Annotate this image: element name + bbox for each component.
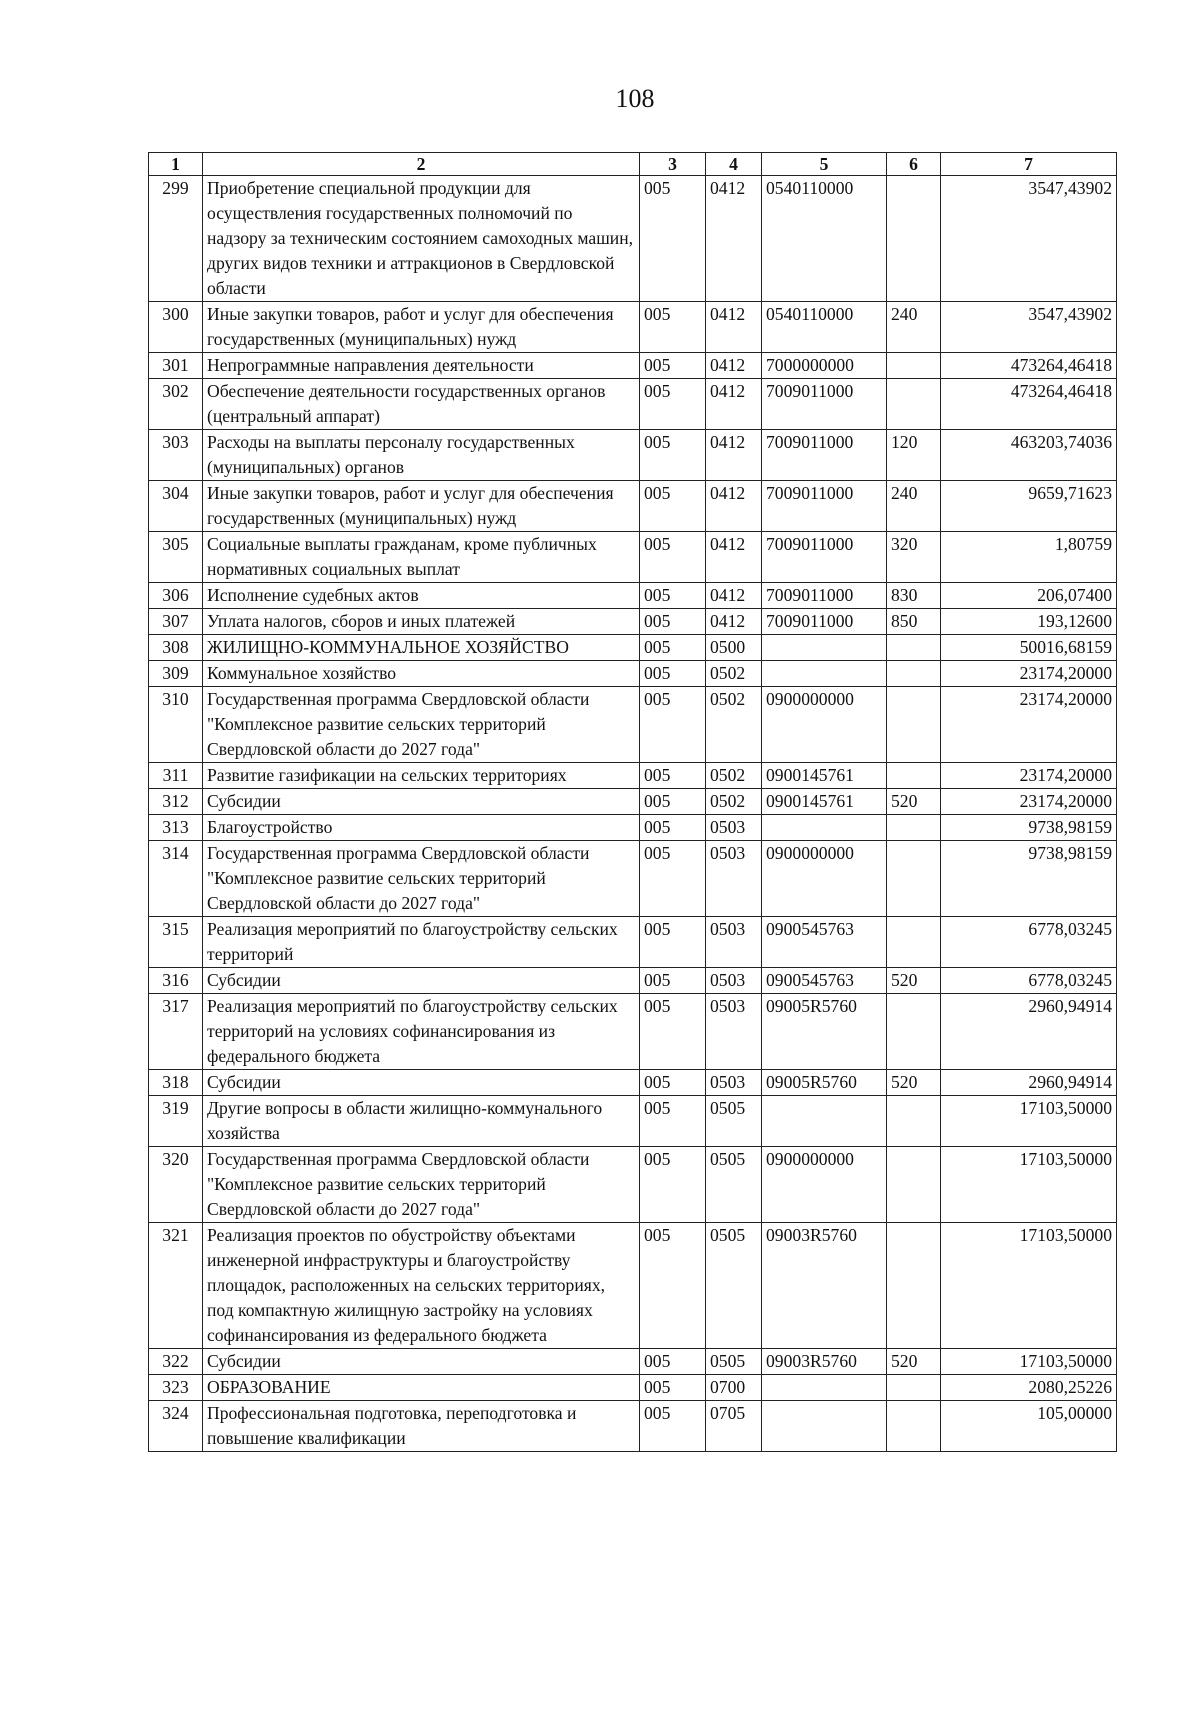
expense-type-cell: 240 bbox=[887, 302, 941, 353]
amount-cell: 6778,03245 bbox=[941, 917, 1117, 968]
target-article-cell: 7009011000 bbox=[762, 532, 887, 583]
row-number-cell: 308 bbox=[149, 635, 203, 661]
item-name-cell: Исполнение судебных актов bbox=[203, 583, 640, 609]
expense-type-cell bbox=[887, 994, 941, 1070]
expense-type-cell bbox=[887, 1401, 941, 1452]
table-body bbox=[149, 176, 1117, 1452]
item-name-cell: Другие вопросы в области жилищно-коммунального хозяйства bbox=[203, 1096, 640, 1147]
table-row bbox=[149, 687, 1117, 763]
ministry-code-cell: 005 bbox=[640, 1070, 706, 1096]
expense-type-cell bbox=[887, 661, 941, 687]
column-header: 2 bbox=[203, 153, 640, 176]
amount-cell: 463203,74036 bbox=[941, 430, 1117, 481]
table-row bbox=[149, 1147, 1117, 1223]
ministry-code-cell: 005 bbox=[640, 609, 706, 635]
expense-type-cell: 850 bbox=[887, 609, 941, 635]
row-number-cell: 305 bbox=[149, 532, 203, 583]
target-article-cell: 0900545763 bbox=[762, 917, 887, 968]
item-name-cell: Реализация мероприятий по благоустройству сельских территорий на условиях софинансирования из федерального бюджета bbox=[203, 994, 640, 1070]
amount-cell: 6778,03245 bbox=[941, 968, 1117, 994]
row-number-cell: 310 bbox=[149, 687, 203, 763]
ministry-code-cell: 005 bbox=[640, 302, 706, 353]
expense-type-cell bbox=[887, 917, 941, 968]
ministry-code-cell: 005 bbox=[640, 917, 706, 968]
section-code-cell: 0500 bbox=[706, 635, 762, 661]
expense-type-cell bbox=[887, 353, 941, 379]
section-code-cell: 0412 bbox=[706, 609, 762, 635]
amount-cell: 23174,20000 bbox=[941, 687, 1117, 763]
target-article-cell bbox=[762, 661, 887, 687]
item-name-cell: Иные закупки товаров, работ и услуг для обеспечения государственных (муниципальных) нужд bbox=[203, 481, 640, 532]
expense-type-cell bbox=[887, 1096, 941, 1147]
item-name-cell: Государственная программа Свердловской области "Комплексное развитие сельских территорий Свердловской области до 2027 года" bbox=[203, 687, 640, 763]
amount-cell: 2080,25226 bbox=[941, 1375, 1117, 1401]
section-code-cell: 0700 bbox=[706, 1375, 762, 1401]
table-row bbox=[149, 1070, 1117, 1096]
expense-type-cell bbox=[887, 1147, 941, 1223]
table-row bbox=[149, 815, 1117, 841]
item-name-cell: Государственная программа Свердловской области "Комплексное развитие сельских территорий Свердловской области до 2027 года" bbox=[203, 1147, 640, 1223]
item-name-cell: Иные закупки товаров, работ и услуг для обеспечения государственных (муниципальных) нужд bbox=[203, 302, 640, 353]
section-code-cell: 0503 bbox=[706, 841, 762, 917]
section-code-cell: 0705 bbox=[706, 1401, 762, 1452]
row-number-cell: 302 bbox=[149, 379, 203, 430]
row-number-cell: 316 bbox=[149, 968, 203, 994]
ministry-code-cell: 005 bbox=[640, 815, 706, 841]
amount-cell: 473264,46418 bbox=[941, 379, 1117, 430]
header-row bbox=[149, 153, 1117, 176]
row-number-cell: 312 bbox=[149, 789, 203, 815]
section-code-cell: 0503 bbox=[706, 917, 762, 968]
amount-cell: 17103,50000 bbox=[941, 1096, 1117, 1147]
section-code-cell: 0502 bbox=[706, 763, 762, 789]
target-article-cell: 7009011000 bbox=[762, 583, 887, 609]
expense-type-cell bbox=[887, 687, 941, 763]
target-article-cell: 0900000000 bbox=[762, 687, 887, 763]
amount-cell: 2960,94914 bbox=[941, 994, 1117, 1070]
column-header: 6 bbox=[887, 153, 941, 176]
ministry-code-cell: 005 bbox=[640, 661, 706, 687]
ministry-code-cell: 005 bbox=[640, 635, 706, 661]
item-name-cell: Уплата налогов, сборов и иных платежей bbox=[203, 609, 640, 635]
row-number-cell: 323 bbox=[149, 1375, 203, 1401]
table-row bbox=[149, 661, 1117, 687]
row-number-cell: 307 bbox=[149, 609, 203, 635]
table-row bbox=[149, 841, 1117, 917]
table-row bbox=[149, 789, 1117, 815]
expense-type-cell: 830 bbox=[887, 583, 941, 609]
row-number-cell: 322 bbox=[149, 1349, 203, 1375]
table-row bbox=[149, 481, 1117, 532]
ministry-code-cell: 005 bbox=[640, 176, 706, 302]
column-header: 1 bbox=[149, 153, 203, 176]
table-row bbox=[149, 1349, 1117, 1375]
item-name-cell: Социальные выплаты гражданам, кроме публичных нормативных социальных выплат bbox=[203, 532, 640, 583]
expense-type-cell: 520 bbox=[887, 968, 941, 994]
table-row bbox=[149, 1223, 1117, 1349]
item-name-cell: ОБРАЗОВАНИЕ bbox=[203, 1375, 640, 1401]
column-header: 4 bbox=[706, 153, 762, 176]
target-article-cell: 09003R5760 bbox=[762, 1349, 887, 1375]
table-row bbox=[149, 763, 1117, 789]
ministry-code-cell: 005 bbox=[640, 968, 706, 994]
section-code-cell: 0412 bbox=[706, 379, 762, 430]
table-row bbox=[149, 1401, 1117, 1452]
amount-cell: 9659,71623 bbox=[941, 481, 1117, 532]
amount-cell: 2960,94914 bbox=[941, 1070, 1117, 1096]
section-code-cell: 0505 bbox=[706, 1223, 762, 1349]
amount-cell: 473264,46418 bbox=[941, 353, 1117, 379]
row-number-cell: 304 bbox=[149, 481, 203, 532]
item-name-cell: Благоустройство bbox=[203, 815, 640, 841]
item-name-cell: Обеспечение деятельности государственных органов (центральный аппарат) bbox=[203, 379, 640, 430]
expense-type-cell bbox=[887, 1223, 941, 1349]
section-code-cell: 0412 bbox=[706, 176, 762, 302]
target-article-cell bbox=[762, 635, 887, 661]
page-number: 108 bbox=[615, 84, 655, 113]
ministry-code-cell: 005 bbox=[640, 532, 706, 583]
target-article-cell: 09005R5760 bbox=[762, 994, 887, 1070]
target-article-cell: 09003R5760 bbox=[762, 1223, 887, 1349]
row-number-cell: 306 bbox=[149, 583, 203, 609]
ministry-code-cell: 005 bbox=[640, 583, 706, 609]
table-row bbox=[149, 1096, 1117, 1147]
amount-cell: 17103,50000 bbox=[941, 1349, 1117, 1375]
table-row bbox=[149, 1375, 1117, 1401]
row-number-cell: 301 bbox=[149, 353, 203, 379]
expense-type-cell: 520 bbox=[887, 1349, 941, 1375]
section-code-cell: 0412 bbox=[706, 481, 762, 532]
section-code-cell: 0412 bbox=[706, 583, 762, 609]
section-code-cell: 0505 bbox=[706, 1349, 762, 1375]
row-number-cell: 318 bbox=[149, 1070, 203, 1096]
target-article-cell: 0900145761 bbox=[762, 763, 887, 789]
ministry-code-cell: 005 bbox=[640, 481, 706, 532]
column-header: 3 bbox=[640, 153, 706, 176]
target-article-cell: 7009011000 bbox=[762, 430, 887, 481]
table-row bbox=[149, 353, 1117, 379]
item-name-cell: Профессиональная подготовка, переподготовка и повышение квалификации bbox=[203, 1401, 640, 1452]
row-number-cell: 313 bbox=[149, 815, 203, 841]
table-row bbox=[149, 176, 1117, 302]
section-code-cell: 0503 bbox=[706, 815, 762, 841]
row-number-cell: 320 bbox=[149, 1147, 203, 1223]
target-article-cell: 7009011000 bbox=[762, 609, 887, 635]
row-number-cell: 314 bbox=[149, 841, 203, 917]
row-number-cell: 309 bbox=[149, 661, 203, 687]
section-code-cell: 0503 bbox=[706, 994, 762, 1070]
target-article-cell: 7009011000 bbox=[762, 379, 887, 430]
amount-cell: 193,12600 bbox=[941, 609, 1117, 635]
expense-type-cell bbox=[887, 763, 941, 789]
item-name-cell: Субсидии bbox=[203, 968, 640, 994]
expense-type-cell bbox=[887, 379, 941, 430]
section-code-cell: 0503 bbox=[706, 1070, 762, 1096]
expense-type-cell bbox=[887, 1375, 941, 1401]
section-code-cell: 0502 bbox=[706, 661, 762, 687]
target-article-cell: 09005R5760 bbox=[762, 1070, 887, 1096]
amount-cell: 23174,20000 bbox=[941, 763, 1117, 789]
ministry-code-cell: 005 bbox=[640, 1349, 706, 1375]
target-article-cell bbox=[762, 1401, 887, 1452]
row-number-cell: 299 bbox=[149, 176, 203, 302]
target-article-cell bbox=[762, 815, 887, 841]
table-row bbox=[149, 917, 1117, 968]
amount-cell: 3547,43902 bbox=[941, 302, 1117, 353]
ministry-code-cell: 005 bbox=[640, 994, 706, 1070]
expense-type-cell: 240 bbox=[887, 481, 941, 532]
expense-type-cell: 520 bbox=[887, 1070, 941, 1096]
item-name-cell: Субсидии bbox=[203, 789, 640, 815]
ministry-code-cell: 005 bbox=[640, 1096, 706, 1147]
target-article-cell: 0540110000 bbox=[762, 176, 887, 302]
row-number-cell: 321 bbox=[149, 1223, 203, 1349]
ministry-code-cell: 005 bbox=[640, 1401, 706, 1452]
ministry-code-cell: 005 bbox=[640, 1223, 706, 1349]
table-row bbox=[149, 379, 1117, 430]
item-name-cell: Расходы на выплаты персоналу государственных (муниципальных) органов bbox=[203, 430, 640, 481]
table-row bbox=[149, 430, 1117, 481]
row-number-cell: 324 bbox=[149, 1401, 203, 1452]
table-row bbox=[149, 532, 1117, 583]
target-article-cell bbox=[762, 1096, 887, 1147]
expense-type-cell bbox=[887, 635, 941, 661]
target-article-cell: 0540110000 bbox=[762, 302, 887, 353]
row-number-cell: 315 bbox=[149, 917, 203, 968]
table-row bbox=[149, 609, 1117, 635]
section-code-cell: 0502 bbox=[706, 687, 762, 763]
amount-cell: 23174,20000 bbox=[941, 789, 1117, 815]
target-article-cell: 7000000000 bbox=[762, 353, 887, 379]
amount-cell: 1,80759 bbox=[941, 532, 1117, 583]
item-name-cell: Субсидии bbox=[203, 1349, 640, 1375]
ministry-code-cell: 005 bbox=[640, 789, 706, 815]
target-article-cell: 7009011000 bbox=[762, 481, 887, 532]
ministry-code-cell: 005 bbox=[640, 841, 706, 917]
amount-cell: 105,00000 bbox=[941, 1401, 1117, 1452]
item-name-cell: Субсидии bbox=[203, 1070, 640, 1096]
target-article-cell: 0900000000 bbox=[762, 1147, 887, 1223]
section-code-cell: 0412 bbox=[706, 302, 762, 353]
amount-cell: 50016,68159 bbox=[941, 635, 1117, 661]
column-header: 5 bbox=[762, 153, 887, 176]
ministry-code-cell: 005 bbox=[640, 379, 706, 430]
amount-cell: 23174,20000 bbox=[941, 661, 1117, 687]
table-row bbox=[149, 302, 1117, 353]
row-number-cell: 319 bbox=[149, 1096, 203, 1147]
section-code-cell: 0412 bbox=[706, 430, 762, 481]
table-row bbox=[149, 583, 1117, 609]
amount-cell: 17103,50000 bbox=[941, 1223, 1117, 1349]
expense-type-cell: 520 bbox=[887, 789, 941, 815]
item-name-cell: Коммунальное хозяйство bbox=[203, 661, 640, 687]
ministry-code-cell: 005 bbox=[640, 763, 706, 789]
expense-type-cell bbox=[887, 815, 941, 841]
section-code-cell: 0412 bbox=[706, 532, 762, 583]
section-code-cell: 0505 bbox=[706, 1147, 762, 1223]
ministry-code-cell: 005 bbox=[640, 687, 706, 763]
row-number-cell: 317 bbox=[149, 994, 203, 1070]
target-article-cell: 0900145761 bbox=[762, 789, 887, 815]
table-row bbox=[149, 968, 1117, 994]
table-row bbox=[149, 994, 1117, 1070]
expense-type-cell: 320 bbox=[887, 532, 941, 583]
column-header: 7 bbox=[941, 153, 1117, 176]
item-name-cell: Реализация мероприятий по благоустройству сельских территорий bbox=[203, 917, 640, 968]
row-number-cell: 303 bbox=[149, 430, 203, 481]
item-name-cell: Приобретение специальной продукции для осуществления государственных полномочий по надзору за техническим состоянием самоходных машин, других видов техники и аттракционов в Свердловской области bbox=[203, 176, 640, 302]
item-name-cell: Государственная программа Свердловской области "Комплексное развитие сельских территорий Свердловской области до 2027 года" bbox=[203, 841, 640, 917]
amount-cell: 9738,98159 bbox=[941, 841, 1117, 917]
section-code-cell: 0503 bbox=[706, 968, 762, 994]
expense-type-cell bbox=[887, 176, 941, 302]
ministry-code-cell: 005 bbox=[640, 1375, 706, 1401]
item-name-cell: Реализация проектов по обустройству объектами инженерной инфраструктуры и благоустройству площадок, расположенных на сельских территориях, под компактную жилищную застройку на условиях софинансирования из федерального бюджета bbox=[203, 1223, 640, 1349]
row-number-cell: 300 bbox=[149, 302, 203, 353]
target-article-cell bbox=[762, 1375, 887, 1401]
section-code-cell: 0502 bbox=[706, 789, 762, 815]
target-article-cell: 0900545763 bbox=[762, 968, 887, 994]
amount-cell: 3547,43902 bbox=[941, 176, 1117, 302]
ministry-code-cell: 005 bbox=[640, 353, 706, 379]
table-row bbox=[149, 635, 1117, 661]
amount-cell: 9738,98159 bbox=[941, 815, 1117, 841]
ministry-code-cell: 005 bbox=[640, 430, 706, 481]
item-name-cell: ЖИЛИЩНО-КОММУНАЛЬНОЕ ХОЗЯЙСТВО bbox=[203, 635, 640, 661]
expense-type-cell bbox=[887, 841, 941, 917]
target-article-cell: 0900000000 bbox=[762, 841, 887, 917]
row-number-cell: 311 bbox=[149, 763, 203, 789]
budget-table bbox=[148, 152, 1117, 1452]
item-name-cell: Развитие газификации на сельских территориях bbox=[203, 763, 640, 789]
expense-type-cell: 120 bbox=[887, 430, 941, 481]
section-code-cell: 0505 bbox=[706, 1096, 762, 1147]
amount-cell: 206,07400 bbox=[941, 583, 1117, 609]
section-code-cell: 0412 bbox=[706, 353, 762, 379]
item-name-cell: Непрограммные направления деятельности bbox=[203, 353, 640, 379]
ministry-code-cell: 005 bbox=[640, 1147, 706, 1223]
amount-cell: 17103,50000 bbox=[941, 1147, 1117, 1223]
